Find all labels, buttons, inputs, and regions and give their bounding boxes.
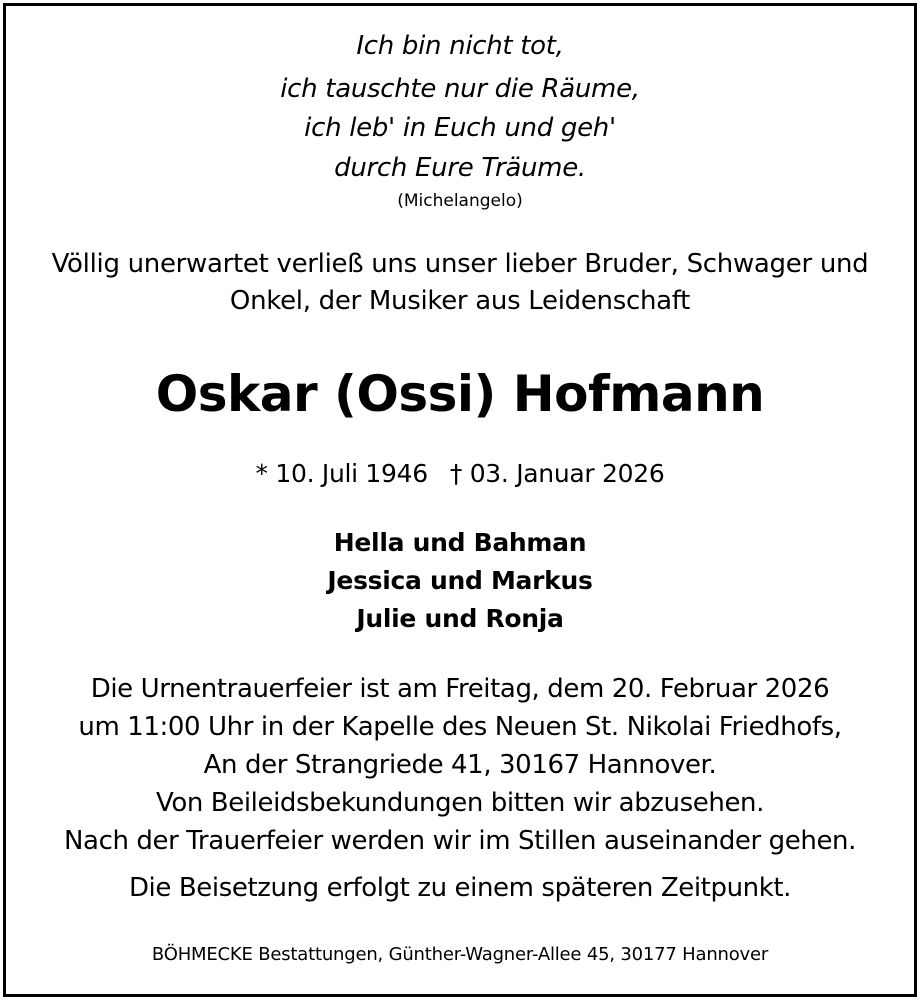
deceased-name: Oskar (Ossi) Hofmann — [155, 365, 765, 423]
ceremony-line-1: Die Urnentrauerfeier ist am Freitag, dem 20. Februar 2026 — [90, 674, 830, 704]
intro-line-2: Onkel, der Musiker aus Leidenschaft — [229, 286, 691, 316]
family-line-1: Hella und Bahman — [333, 528, 587, 557]
poem-author: (Michelangelo) — [397, 191, 523, 211]
intro-line-1: Völlig unerwartet verließ uns unser lieber Bruder, Schwager und — [51, 249, 869, 279]
poem-line-1: Ich bin nicht tot, — [356, 31, 564, 61]
death-date: † 03. Januar 2026 — [449, 459, 665, 488]
life-dates — [0, 459, 920, 488]
ceremony-line-4: Von Beileidsbekundungen bitten wir abzusehen. — [155, 788, 764, 818]
birth-date: * 10. Juli 1946 — [255, 459, 428, 488]
undertaker-footer: BÖHMECKE Bestattungen, Günther-Wagner-Allee 45, 30177 Hannover — [151, 944, 769, 965]
family-line-2: Jessica und Markus — [327, 566, 593, 595]
ceremony-line-5: Nach der Trauerfeier werden wir im Stillen auseinander gehen. — [64, 826, 856, 856]
ceremony-line-3: An der Strangriede 41, 30167 Hannover. — [203, 750, 717, 780]
burial-note: Die Beisetzung erfolgt zu einem späteren Zeitpunkt. — [128, 873, 792, 903]
poem-line-2: ich tauschte nur die Räume, — [280, 74, 640, 104]
ceremony-line-2: um 11:00 Uhr in der Kapelle des Neuen St. Nikolai Friedhofs, — [78, 712, 842, 742]
poem-line-3: ich leb' in Euch und geh' — [304, 113, 616, 143]
poem-line-4: durch Eure Träume. — [334, 153, 586, 183]
family-line-3: Julie und Ronja — [356, 604, 564, 633]
